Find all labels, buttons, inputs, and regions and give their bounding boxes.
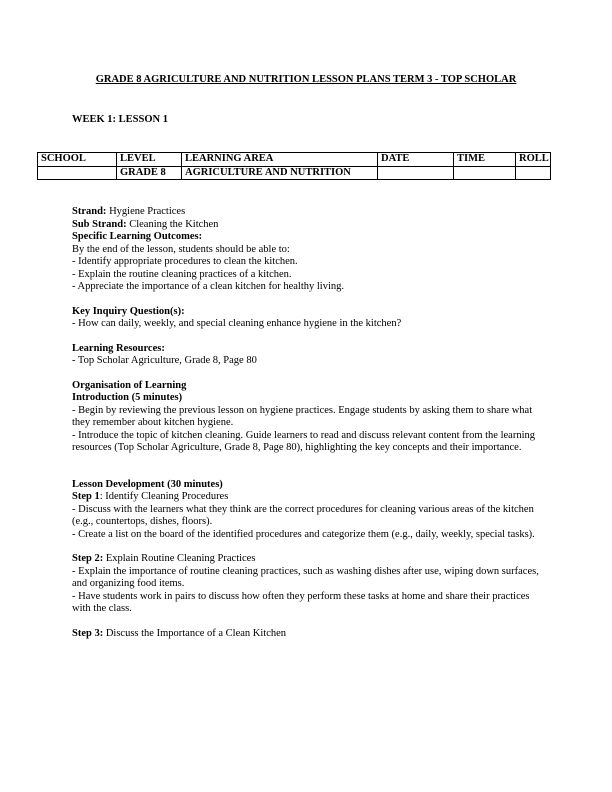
resource-item: - Top Scholar Agriculture, Grade 8, Page 80 (72, 355, 257, 366)
document-title: GRADE 8 AGRICULTURE AND NUTRITION LESSON PLANS TERM 3 - TOP SCHOLAR (95, 74, 517, 85)
sub-strand-label: Sub Strand: (72, 218, 127, 230)
header-school: SCHOOL (38, 153, 117, 167)
header-roll: ROLL (516, 153, 551, 167)
step-2-item: - Have students work in pairs to discuss how often they perform these tasks at home and share their practices with the class. (72, 590, 530, 614)
cell-learning-area: AGRICULTURE AND NUTRITION (182, 166, 378, 180)
step-1-item: - Create a list on the board of the identified procedures and categorize them (e.g., daily, weekly, special tasks). (72, 528, 535, 540)
table-header-row (38, 153, 551, 167)
introduction-item: - Begin by reviewing the previous lesson on hygiene practices. Engage students by asking them to share what they remember about kitchen hygiene. (72, 404, 533, 428)
cell-roll (516, 166, 551, 180)
step-2-title: Explain Routine Cleaning Practices (103, 553, 256, 564)
lesson-body (72, 206, 542, 640)
cell-level: GRADE 8 (117, 166, 182, 180)
outcome-item: - Explain the routine cleaning practices of a kitchen. (72, 268, 292, 280)
organisation-heading: Organisation of Learning (72, 379, 187, 391)
outcomes-heading: Specific Learning Outcomes: (72, 231, 203, 242)
header-time: TIME (454, 153, 516, 167)
step-3-line (72, 628, 542, 641)
strand-line (72, 206, 542, 219)
step-1-title: : Identify Cleaning Procedures (99, 491, 229, 502)
development-heading: Lesson Development (30 minutes) (72, 478, 223, 490)
step-2-line (72, 553, 542, 566)
sub-strand-line (72, 219, 542, 232)
inquiry-item: - How can daily, weekly, and special cleaning enhance hygiene in the kitchen? (72, 318, 402, 329)
header-level: LEVEL (117, 153, 182, 167)
header-learning-area: LEARNING AREA (182, 153, 378, 167)
introduction-item: - Introduce the topic of kitchen cleaning. Guide learners to read and discuss relevant content from the learning resources (Top Scholar Agriculture, Grade 8, Page 80), highlighting the key concepts and their importance. (72, 429, 535, 453)
step-1-label: Step 1 (72, 491, 100, 502)
step-3-title: Discuss the Importance of a Clean Kitchen (103, 627, 287, 639)
outcome-item: - Appreciate the importance of a clean kitchen for healthy living. (72, 281, 345, 292)
outcome-item: - Identify appropriate procedures to clean the kitchen. (72, 256, 298, 267)
step-1-item: - Discuss with the learners what they think are the correct procedures for cleaning various areas of the kitchen (e.g., countertops, dishes, floors). (72, 503, 534, 527)
week-lesson-heading: WEEK 1: LESSON 1 (72, 114, 168, 125)
step-1-line (72, 491, 542, 504)
strand-value: Hygiene Practices (106, 206, 186, 217)
step-3-label: Step 3: (72, 627, 104, 639)
resources-heading: Learning Resources: (72, 342, 165, 354)
inquiry-heading: Key Inquiry Question(s): (72, 305, 185, 317)
sub-strand-value: Cleaning the Kitchen (126, 218, 219, 230)
outcomes-intro: By the end of the lesson, students should be able to: (72, 243, 290, 255)
cell-date (378, 166, 454, 180)
lesson-info-table (37, 152, 551, 180)
header-date: DATE (378, 153, 454, 167)
cell-school (38, 166, 117, 180)
step-2-item: - Explain the importance of routine cleaning practices, such as washing dishes after use, wiping down surfaces, and organizing food items. (72, 565, 539, 589)
strand-label: Strand: (72, 206, 107, 217)
step-2-label: Step 2: (72, 553, 104, 564)
cell-time (454, 166, 516, 180)
introduction-heading: Introduction (5 minutes) (72, 392, 183, 403)
table-row (38, 166, 551, 180)
